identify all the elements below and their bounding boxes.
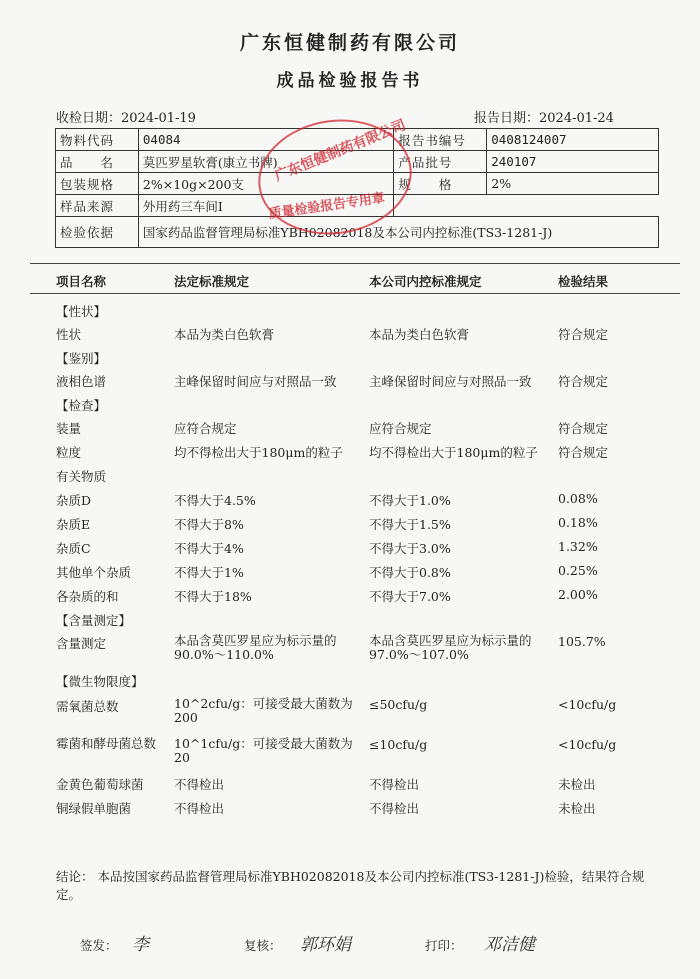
- row-legal: 主峰保留时间应与对照品一致: [174, 374, 337, 389]
- row-item: 液相色谱: [56, 374, 107, 389]
- conclusion: [56, 868, 646, 904]
- row-result: 符合规定: [558, 327, 609, 342]
- row-item: 铜绿假单胞菌: [56, 801, 132, 816]
- row-item: 其他单个杂质: [56, 565, 132, 580]
- test-basis: 国家药品监督管理局标准YBH02082018及本公司内控标准(TS3-1281-J): [138, 217, 658, 248]
- batch-no: 240107: [487, 151, 659, 173]
- printer-signature: 邓洁健: [484, 935, 535, 955]
- row-legal: 不得大于4%: [174, 541, 244, 556]
- row-internal: ≤50cfu/g: [369, 697, 428, 712]
- report-title: 成品检验报告书: [276, 71, 424, 91]
- row-internal: 不得大于3.0%: [369, 541, 451, 556]
- row-result: 符合规定: [558, 421, 609, 436]
- pack-spec: 2%×10g×200支: [138, 173, 394, 195]
- spec-label: 规 格: [394, 173, 487, 195]
- row-internal: ≤10cfu/g: [369, 737, 428, 752]
- header-result: 检验结果: [558, 274, 609, 289]
- row-item: 霉菌和酵母菌总数: [56, 736, 157, 751]
- row-legal: 均不得检出大于180μm的粒子: [174, 445, 343, 460]
- report-date: 报告日期：2024-01-24: [474, 111, 614, 126]
- row-internal: 应符合规定: [369, 421, 432, 436]
- reviewer-label: 复核：: [244, 938, 282, 953]
- section-label: 【微生物限度】: [56, 674, 144, 689]
- batch-label: 产品批号: [394, 151, 487, 173]
- row-result: 未检出: [558, 777, 596, 792]
- section-label: 【性状】: [56, 304, 107, 319]
- section-label: 【检查】: [56, 398, 107, 413]
- material-code-label: 物料代码: [56, 129, 139, 151]
- row-result: 1.32%: [558, 539, 598, 554]
- blank-cell: [487, 195, 659, 217]
- basis-label: 检验依据: [56, 217, 139, 248]
- row-legal: 10^1cfu/g：可接受最大菌数为20: [174, 736, 353, 765]
- material-code: 04084: [138, 129, 394, 151]
- row-internal: 均不得检出大于180μm的粒子: [369, 445, 538, 460]
- row-item: 粒度: [56, 445, 82, 460]
- row-item: 金黄色葡萄球菌: [56, 777, 144, 792]
- row-internal: 不得检出: [369, 801, 420, 816]
- row-item: 有关物质: [56, 469, 107, 484]
- conclusion-text: 本品按国家药品监督管理局标准YBH02082018及本公司内控标准(TS3-1281-J)检验，结果符合规定。: [56, 869, 645, 902]
- sample-source: 外用药三车间Ⅰ: [138, 195, 394, 217]
- row-legal: 不得大于1%: [174, 565, 244, 580]
- row-legal: 本品含莫匹罗星应为标示量的90.0%～110.0%: [174, 633, 337, 662]
- row-result: 0.08%: [558, 491, 598, 506]
- row-result: 2.00%: [558, 587, 598, 602]
- printer-label: 打印：: [425, 938, 463, 953]
- row-item: 杂质C: [56, 541, 91, 556]
- row-internal: 本品为类白色软膏: [369, 327, 470, 342]
- stamp-company-text: 广东恒健制药有限公司: [272, 117, 409, 185]
- row-internal: 不得大于1.5%: [369, 517, 451, 532]
- row-legal: 不得大于4.5%: [174, 493, 256, 508]
- row-result: 0.18%: [558, 515, 598, 530]
- divider: [30, 293, 680, 294]
- row-internal: 不得大于0.8%: [369, 565, 451, 580]
- row-result: <10cfu/g: [558, 737, 617, 752]
- source-label: 样品来源: [56, 195, 139, 217]
- row-item: 需氧菌总数: [56, 699, 119, 714]
- row-item: 杂质D: [56, 493, 92, 508]
- row-item: 各杂质的和: [56, 589, 119, 604]
- issuer-label: 签发：: [80, 938, 118, 953]
- row-result: <10cfu/g: [558, 697, 617, 712]
- spec: 2%: [487, 173, 659, 195]
- row-item: 含量测定: [56, 636, 107, 651]
- row-legal: 本品为类白色软膏: [174, 327, 275, 342]
- row-result: 符合规定: [558, 445, 609, 460]
- blank-cell: [394, 195, 487, 217]
- section-label: 【含量测定】: [56, 613, 132, 628]
- header-legal: 法定标准规定: [174, 274, 250, 289]
- row-legal: 不得检出: [174, 801, 225, 816]
- row-item: 性状: [56, 327, 82, 342]
- receive-date: 收检日期：2024-01-19: [56, 111, 196, 126]
- row-item: 杂质E: [56, 517, 91, 532]
- row-internal: 主峰保留时间应与对照品一致: [369, 374, 532, 389]
- row-result: 未检出: [558, 801, 596, 816]
- stamp-purpose-text: 质量检验报告专用章: [267, 190, 386, 223]
- row-item: 装量: [56, 421, 82, 436]
- product-name: 莫匹罗星软膏(康立书牌): [138, 151, 394, 173]
- company-name: 广东恒健制药有限公司: [239, 32, 460, 54]
- row-internal: 不得大于7.0%: [369, 589, 451, 604]
- row-result: 符合规定: [558, 374, 609, 389]
- row-legal: 10^2cfu/g：可接受最大菌数为200: [174, 696, 353, 725]
- row-legal: 不得大于18%: [174, 589, 252, 604]
- section-label: 【鉴别】: [56, 351, 107, 366]
- row-internal: 本品含莫匹罗星应为标示量的97.0%～107.0%: [369, 633, 532, 662]
- divider: [30, 263, 680, 264]
- reviewer-signature: 郭环娟: [300, 935, 351, 955]
- pack-label: 包装规格: [56, 173, 139, 195]
- row-legal: 应符合规定: [174, 421, 237, 436]
- header-internal: 本公司内控标准规定: [369, 274, 482, 289]
- report-no: 0408124007: [487, 129, 659, 151]
- name-label: 品 名: [56, 151, 139, 173]
- row-internal: 不得检出: [369, 777, 420, 792]
- report-no-label: 报告书编号: [394, 129, 487, 151]
- row-result: 0.25%: [558, 563, 598, 578]
- header-item: 项目名称: [56, 274, 107, 289]
- issuer-signature: 李: [132, 935, 149, 955]
- row-legal: 不得检出: [174, 777, 225, 792]
- conclusion-label: 结论：: [56, 869, 94, 884]
- row-legal: 不得大于8%: [174, 517, 244, 532]
- row-result: 105.7%: [558, 634, 606, 649]
- row-internal: 不得大于1.0%: [369, 493, 451, 508]
